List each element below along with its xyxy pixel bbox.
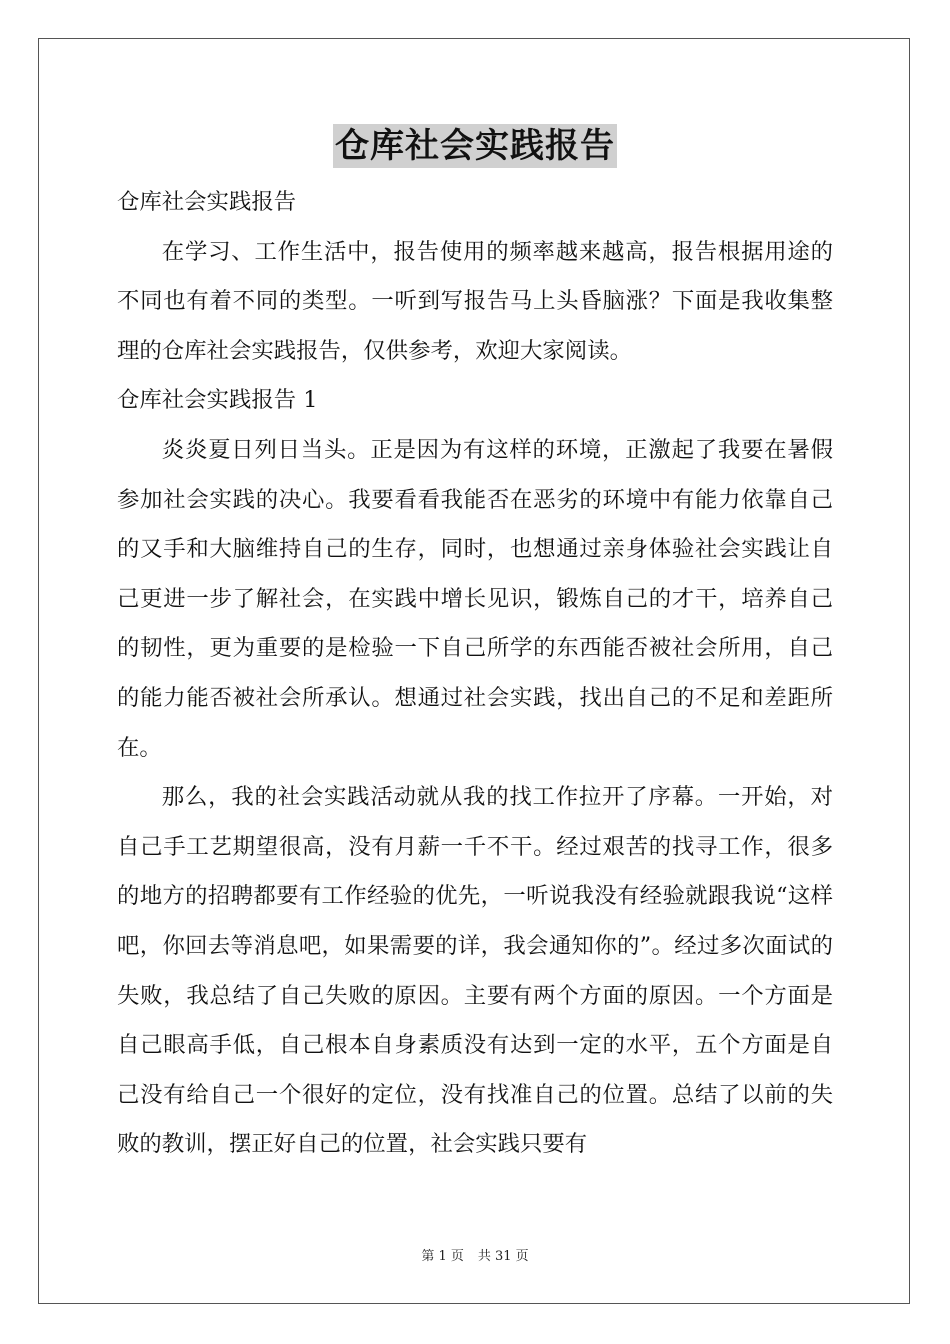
- section-heading-1: 仓库社会实践报告 1: [117, 387, 318, 414]
- section1-paragraph-2: 那么，我的社会实践活动就从我的找工作拉开了序幕。一开始，对自己手工艺期望很高，没有月薪一千不干。经过艰苦的找寻工作，很多的地方的招聘都要有工作经验的优先，一听说我没有经验就跟我说“这样吧，你回去等消息吧，如果需要的详，我会通知你的”。经过多次面试的失败，我总结了自己失败的原因。主要有两个方面的原因。一个方面是自己眼高手低，自己根本自身素质没有达到一定的水平，五个方面是自己没有给自己一个很好的定位，没有找准自己的位置。总结了以前的失败的教训，摆正好自己的位置，社会实践只要有: [117, 784, 833, 1158]
- document-body: [117, 178, 833, 1170]
- page-footer: [0, 1248, 950, 1266]
- document-subtitle: 仓库社会实践报告: [117, 189, 297, 215]
- page-number-total: 共 31 页: [477, 1249, 529, 1264]
- document-title: 仓库社会实践报告: [335, 126, 615, 166]
- section1-paragraph-1: 炎炎夏日列日当头。正是因为有这样的环境，正激起了我要在暑假参加社会实践的决心。我要看看我能否在恶劣的环境中有能力依靠自己的又手和大脑维持自己的生存，同时，也想通过亲身体验社会实践让自己更进一步了解社会，在实践中增长见识，锻炼自己的才干，培养自己的韧性，更为重要的是检验一下自己所学的东西能否被社会所用，自己的能力能否被社会所承认。想通过社会实践，找出自己的不足和差距所在。: [117, 436, 833, 761]
- page-number-current: 第 1 页: [421, 1249, 464, 1264]
- title-container: [0, 124, 950, 168]
- intro-paragraph: 在学习、工作生活中，报告使用的频率越来越高，报告根据用途的不同也有着不同的类型。一听到写报告马上头昏脑涨？下面是我收集整理的仓库社会实践报告，仅供参考，欢迎大家阅读。: [117, 238, 833, 364]
